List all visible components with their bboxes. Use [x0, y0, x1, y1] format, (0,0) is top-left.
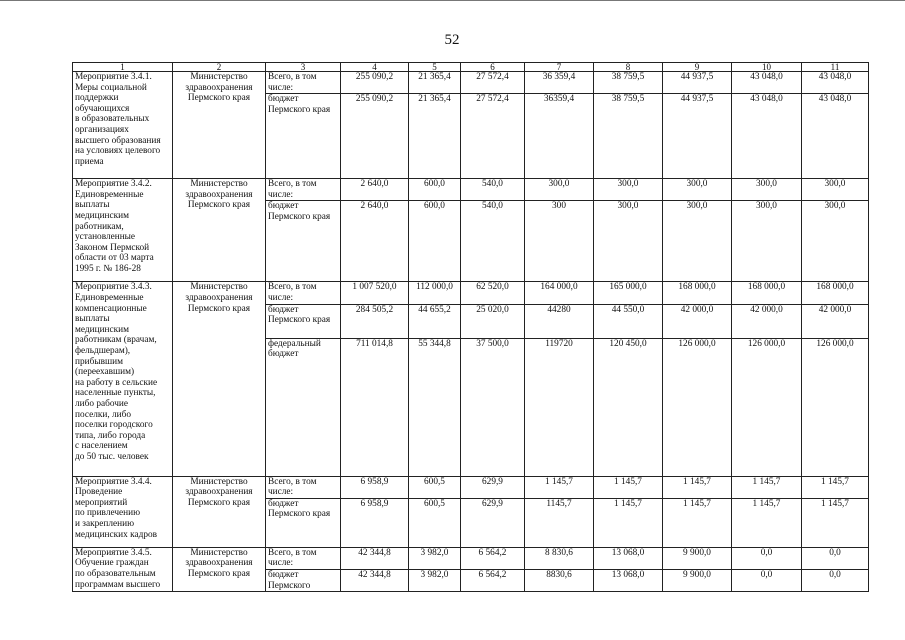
- value-cell: 44 550,0: [594, 304, 663, 338]
- value-cell: 55 344,8: [409, 338, 461, 476]
- funding-source: бюджет Пермского края: [266, 94, 341, 179]
- value-cell: 300,0: [663, 201, 732, 282]
- value-cell: 168 000,0: [802, 282, 869, 304]
- activity-name: Мероприятие 3.4.5. Обучение граждан по образовательным программам высшего: [73, 547, 173, 591]
- table-row: [73, 282, 869, 304]
- value-cell: 300,0: [802, 201, 869, 282]
- budget-table: [72, 62, 869, 592]
- value-cell: 300,0: [732, 179, 802, 201]
- value-cell: 38 759,5: [594, 94, 663, 179]
- header-row: [73, 63, 869, 72]
- funding-source: Всего, в том числе:: [266, 547, 341, 569]
- value-cell: 112 000,0: [409, 282, 461, 304]
- funding-source: бюджет Пермского края: [266, 201, 341, 282]
- value-cell: 44280: [525, 304, 594, 338]
- value-cell: 42 344,8: [341, 569, 409, 591]
- value-cell: 44 655,2: [409, 304, 461, 338]
- value-cell: 540,0: [461, 179, 525, 201]
- value-cell: 42 000,0: [732, 304, 802, 338]
- col-header-7: 7: [525, 63, 594, 72]
- responsible-org: Министерство здравоохранения Пермского края: [173, 282, 266, 476]
- value-cell: 168 000,0: [663, 282, 732, 304]
- col-header-2: 2: [173, 63, 266, 72]
- value-cell: 1 145,7: [525, 476, 594, 498]
- value-cell: 3 982,0: [409, 547, 461, 569]
- value-cell: 119720: [525, 338, 594, 476]
- value-cell: 168 000,0: [732, 282, 802, 304]
- value-cell: 126 000,0: [732, 338, 802, 476]
- value-cell: 27 572,4: [461, 72, 525, 94]
- value-cell: 300: [525, 201, 594, 282]
- table-row: [73, 179, 869, 201]
- value-cell: 300,0: [594, 179, 663, 201]
- value-cell: 1 145,7: [594, 476, 663, 498]
- page-top-border: [0, 0, 905, 1]
- responsible-org: Министерство здравоохранения Пермского края: [173, 476, 266, 547]
- activity-name: Мероприятие 3.4.2. Единовременные выплаты медицинским работникам, установленные Законом Пермской области от 03 марта 1995 г. № 186-28: [73, 179, 173, 282]
- value-cell: 44 937,5: [663, 94, 732, 179]
- value-cell: 36 359,4: [525, 72, 594, 94]
- funding-source: бюджет Пермского: [266, 569, 341, 591]
- value-cell: 1 145,7: [732, 498, 802, 547]
- value-cell: 6 564,2: [461, 569, 525, 591]
- value-cell: 300,0: [802, 179, 869, 201]
- value-cell: 21 365,4: [409, 94, 461, 179]
- table-row: [73, 547, 869, 569]
- value-cell: 300,0: [663, 179, 732, 201]
- funding-source: Всего, в том числе:: [266, 476, 341, 498]
- value-cell: 6 564,2: [461, 547, 525, 569]
- value-cell: 43 048,0: [802, 94, 869, 179]
- funding-source: Всего, в том числе:: [266, 179, 341, 201]
- value-cell: 6 958,9: [341, 498, 409, 547]
- value-cell: 126 000,0: [802, 338, 869, 476]
- value-cell: 37 500,0: [461, 338, 525, 476]
- value-cell: 255 090,2: [341, 94, 409, 179]
- value-cell: 1 145,7: [802, 498, 869, 547]
- value-cell: 629,9: [461, 498, 525, 547]
- value-cell: 600,5: [409, 476, 461, 498]
- funding-source: Всего, в том числе:: [266, 282, 341, 304]
- value-cell: 43 048,0: [732, 94, 802, 179]
- table-body: [73, 63, 869, 592]
- value-cell: 1 145,7: [663, 498, 732, 547]
- value-cell: 13 068,0: [594, 547, 663, 569]
- funding-source: бюджет Пермского края: [266, 498, 341, 547]
- col-header-6: 6: [461, 63, 525, 72]
- funding-source: федеральный бюджет: [266, 338, 341, 476]
- value-cell: 2 640,0: [341, 179, 409, 201]
- value-cell: 42 000,0: [802, 304, 869, 338]
- value-cell: 255 090,2: [341, 72, 409, 94]
- value-cell: 6 958,9: [341, 476, 409, 498]
- col-header-9: 9: [663, 63, 732, 72]
- value-cell: 284 505,2: [341, 304, 409, 338]
- funding-source: Всего, в том числе:: [266, 72, 341, 94]
- value-cell: 38 759,5: [594, 72, 663, 94]
- activity-name: Мероприятие 3.4.3. Единовременные компенсационные выплаты медицинским работникам (врачам, фельдшерам), прибывшим (переехавшим) на работу в сельские населенные пункты, либо рабочие поселки, либо поселки городского типа, либо города с населением до 50 тыс. человек: [73, 282, 173, 476]
- activity-name: Мероприятие 3.4.1. Меры социальной поддержки обучающихся в образовательных организациях высшего образования на условиях целевого приема: [73, 72, 173, 179]
- value-cell: 43 048,0: [802, 72, 869, 94]
- page-number: 52: [444, 32, 460, 48]
- value-cell: 126 000,0: [663, 338, 732, 476]
- value-cell: 44 937,5: [663, 72, 732, 94]
- col-header-5: 5: [409, 63, 461, 72]
- value-cell: 120 450,0: [594, 338, 663, 476]
- value-cell: 13 068,0: [594, 569, 663, 591]
- table-row: [73, 72, 869, 94]
- value-cell: 629,9: [461, 476, 525, 498]
- value-cell: 1 145,7: [594, 498, 663, 547]
- value-cell: 27 572,4: [461, 94, 525, 179]
- value-cell: 711 014,8: [341, 338, 409, 476]
- value-cell: 165 000,0: [594, 282, 663, 304]
- col-header-3: 3: [266, 63, 341, 72]
- value-cell: 9 900,0: [663, 569, 732, 591]
- funding-source: бюджет Пермского края: [266, 304, 341, 338]
- responsible-org: Министерство здравоохранения Пермского края: [173, 72, 266, 179]
- value-cell: 42 000,0: [663, 304, 732, 338]
- value-cell: 0,0: [732, 569, 802, 591]
- value-cell: 1 007 520,0: [341, 282, 409, 304]
- value-cell: 8 830,6: [525, 547, 594, 569]
- col-header-8: 8: [594, 63, 663, 72]
- value-cell: 164 000,0: [525, 282, 594, 304]
- value-cell: 42 344,8: [341, 547, 409, 569]
- value-cell: 1 145,7: [663, 476, 732, 498]
- col-header-4: 4: [341, 63, 409, 72]
- col-header-10: 10: [732, 63, 802, 72]
- value-cell: 0,0: [802, 547, 869, 569]
- value-cell: 2 640,0: [341, 201, 409, 282]
- value-cell: 1 145,7: [802, 476, 869, 498]
- value-cell: 3 982,0: [409, 569, 461, 591]
- col-header-1: 1: [73, 63, 173, 72]
- value-cell: 300,0: [732, 201, 802, 282]
- value-cell: 540,0: [461, 201, 525, 282]
- value-cell: 8830,6: [525, 569, 594, 591]
- value-cell: 1145,7: [525, 498, 594, 547]
- value-cell: 1 145,7: [732, 476, 802, 498]
- value-cell: 0,0: [802, 569, 869, 591]
- value-cell: 62 520,0: [461, 282, 525, 304]
- col-header-11: 11: [802, 63, 869, 72]
- value-cell: 36359,4: [525, 94, 594, 179]
- table-row: [73, 476, 869, 498]
- value-cell: 600,0: [409, 201, 461, 282]
- value-cell: 0,0: [732, 547, 802, 569]
- value-cell: 300,0: [594, 201, 663, 282]
- value-cell: 25 020,0: [461, 304, 525, 338]
- responsible-org: Министерство здравоохранения Пермского края: [173, 547, 266, 591]
- value-cell: 43 048,0: [732, 72, 802, 94]
- value-cell: 600,0: [409, 179, 461, 201]
- activity-name: Мероприятие 3.4.4. Проведение мероприятий по привлечению и закреплению медицинских кадров: [73, 476, 173, 547]
- value-cell: 9 900,0: [663, 547, 732, 569]
- value-cell: 300,0: [525, 179, 594, 201]
- value-cell: 21 365,4: [409, 72, 461, 94]
- value-cell: 600,5: [409, 498, 461, 547]
- responsible-org: Министерство здравоохранения Пермского края: [173, 179, 266, 282]
